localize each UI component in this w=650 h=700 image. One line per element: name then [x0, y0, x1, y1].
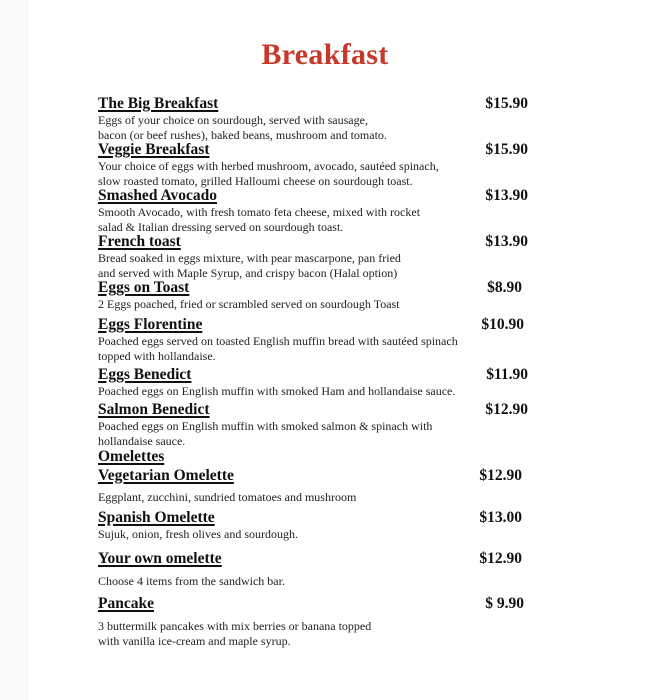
item-price: $12.90 [479, 467, 522, 484]
item-name: The Big Breakfast [98, 95, 219, 112]
description-line: 3 buttermilk pancakes with mix berries or banana topped [98, 619, 372, 633]
item-price: $ 9.90 [485, 595, 524, 612]
item-description [98, 490, 538, 505]
description-line: Sujuk, onion, fresh olives and sourdough. [98, 527, 298, 541]
item-name: Pancake [98, 595, 154, 612]
item-description [98, 205, 538, 234]
item-price: $8.90 [487, 279, 522, 296]
item-name: Eggs Florentine [98, 316, 203, 333]
item-name: Salmon Benedict [98, 401, 210, 418]
item-description [98, 419, 538, 448]
item-price: $15.90 [485, 141, 528, 158]
description-line: Choose 4 items from the sandwich bar. [98, 574, 285, 588]
item-name: Vegetarian Omelette [98, 467, 234, 484]
description-line: hollandaise sauce. [98, 433, 186, 448]
item-description [98, 159, 538, 188]
item-description [98, 297, 538, 312]
menu-item-pancake [98, 595, 524, 648]
description-line: topped with hollandaise. [98, 348, 216, 363]
item-name: French toast [98, 233, 181, 250]
menu-item-vegetarian-omelette [98, 467, 522, 505]
item-price: $10.90 [481, 316, 524, 333]
menu-item-spanish-omelette [98, 509, 522, 542]
menu-item-smashed-avocado [98, 187, 528, 234]
item-name: Veggie Breakfast [98, 141, 210, 158]
description-line: slow roasted tomato, grilled Halloumi cheese on sourdough toast. [98, 173, 413, 188]
item-price: $11.90 [486, 366, 528, 383]
item-description [98, 574, 538, 589]
item-name: Your own omelette [98, 550, 222, 567]
item-price: $12.90 [485, 401, 528, 418]
menu-item-french-toast [98, 233, 528, 280]
item-description [98, 527, 538, 542]
description-line: and served with Maple Syrup, and crispy bacon (Halal option) [98, 265, 398, 280]
description-line: Your choice of eggs with herbed mushroom, avocado, sautéed spinach, [98, 159, 439, 173]
description-line: Poached eggs on English muffin with smoked salmon & spinach with [98, 419, 433, 433]
item-price: $13.00 [479, 509, 522, 526]
description-line: Bread soaked in eggs mixture, with pear mascarpone, pan fried [98, 251, 401, 265]
description-line: salad & Italian dressing served on sourdough toast. [98, 219, 344, 234]
menu-item-salmon-benedict [98, 401, 528, 448]
item-name: Spanish Omelette [98, 509, 215, 526]
menu-title: Breakfast [261, 38, 389, 71]
item-price: $13.90 [485, 187, 528, 204]
description-line: with vanilla ice-cream and maple syrup. [98, 633, 291, 648]
item-description [98, 384, 538, 399]
menu-item-eggs-florentine [98, 316, 528, 363]
item-name: Eggs on Toast [98, 279, 190, 296]
item-description [98, 251, 538, 280]
description-line: Poached eggs on English muffin with smoked Ham and hollandaise sauce. [98, 384, 456, 398]
menu-item-eggs-benedict [98, 366, 528, 399]
description-line: bacon (or beef rushes), baked beans, mushroom and tomato. [98, 127, 387, 142]
description-line: 2 Eggs poached, fried or scrambled served on sourdough Toast [98, 297, 400, 311]
item-price: $12.90 [479, 550, 522, 567]
item-price: $13.90 [485, 233, 528, 250]
description-line: Smooth Avocado, with fresh tomato feta cheese, mixed with rocket [98, 205, 421, 219]
section-heading-omelettes: Omelettes [98, 448, 165, 465]
item-name: Eggs Benedict [98, 366, 192, 383]
menu-item-eggs-on-toast [98, 279, 528, 312]
menu-item-big-breakfast [98, 95, 528, 142]
item-description [98, 113, 538, 142]
item-description [98, 334, 538, 363]
description-line: Eggplant, zucchini, sundried tomatoes and mushroom [98, 490, 357, 504]
menu-item-veggie-breakfast [98, 141, 528, 188]
item-name: Smashed Avocado [98, 187, 217, 204]
item-price: $15.90 [485, 95, 528, 112]
item-description [98, 619, 538, 648]
menu-item-your-own-omelette [98, 550, 522, 589]
description-line: Poached eggs served on toasted English muffin bread with sautéed spinach [98, 334, 458, 348]
description-line: Eggs of your choice on sourdough, served with sausage, [98, 113, 368, 127]
